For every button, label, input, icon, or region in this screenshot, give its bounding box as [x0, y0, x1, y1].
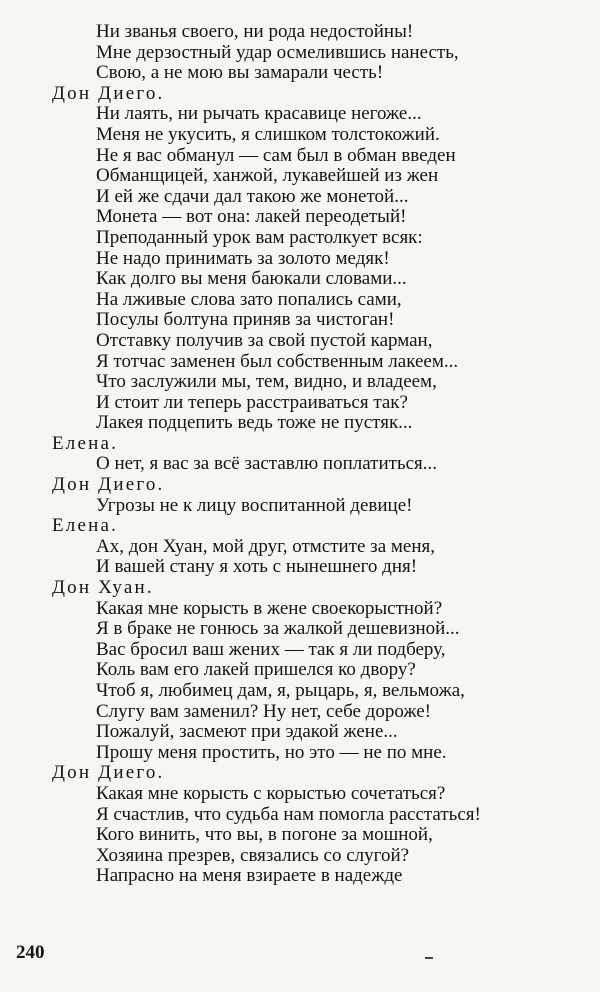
verse-line: И стоит ли теперь расстраиваться так?: [96, 391, 408, 413]
verse-line: Меня не укусить, я слишком толстокожий.: [96, 123, 440, 145]
verse-line: Угрозы не к лицу воспитанной девице!: [96, 494, 413, 516]
verse-line: И вашей стану я хоть с нынешнего дня!: [96, 556, 418, 578]
verse-line: Свою, а не мою вы замарали честь!: [96, 62, 384, 84]
verse-line: Я тотчас заменен был собственным лакеем...: [96, 350, 459, 372]
verse-line: Отставку получив за свой пустой карман,: [96, 329, 433, 351]
verse-line: Напрасно на меня взираете в надежде: [96, 865, 403, 887]
speaker-name: Дон Диего.: [52, 82, 165, 104]
verse-line: Коль вам его лакей пришелся ко двору?: [96, 659, 416, 681]
verse-line: Прошу меня простить, но это — не по мне.: [96, 741, 447, 763]
verse-line: Какая мне корысть с корыстью сочетаться?: [96, 782, 446, 804]
verse-line: Лакея подцепить ведь тоже не пустяк...: [96, 412, 413, 434]
verse-line: Не надо принимать за золото медяк!: [96, 247, 390, 269]
verse-line: Что заслужили мы, тем, видно, и владеем,: [96, 371, 437, 393]
verse-line: Ах, дон Хуан, мой друг, отмстите за меня,: [96, 535, 435, 557]
verse-line: Я в браке не гонюсь за жалкой дешевизной...: [96, 618, 460, 640]
verse-line: Кого винить, что вы, в погоне за мошной,: [96, 824, 433, 846]
verse-line: И ей же сдачи дал такою же монетой...: [96, 185, 409, 207]
verse-line: Обманщицей, ханжой, лукавейшей из жен: [96, 165, 439, 187]
verse-line: Не я вас обманул — сам был в обман введен: [96, 144, 456, 166]
speaker-name: Дон Диего.: [52, 762, 165, 784]
verse-line: Чтоб я, любимец дам, я, рыцарь, я, вельможа,: [96, 680, 465, 701]
verse-line: Слугу вам заменил? Ну нет, себе дороже!: [96, 700, 431, 722]
verse-line: Ни лаять, ни рычать красавице негоже...: [96, 103, 422, 125]
verse-line: О нет, я вас за всё заставлю поплатиться...: [96, 453, 438, 475]
verse-line: На лживые слова зато попались сами,: [96, 288, 402, 310]
verse-line: Я счастлив, что судьба нам помогла расстаться!: [96, 803, 481, 825]
verse-line: Пожалуй, засмеют при эдакой жене...: [96, 721, 398, 743]
verse-line: Монета — вот она: лакей переодетый!: [96, 206, 407, 228]
verse-line: Хозяина презрев, связались со слугой?: [96, 844, 410, 866]
speaker-name: Дон Хуан.: [52, 577, 154, 599]
speaker-name: Елена.: [52, 432, 119, 454]
verse-line: Посулы болтуна приняв за чистоган!: [96, 309, 395, 331]
verse-line: Как долго вы меня баюкали словами...: [96, 268, 407, 290]
play-text: [0, 22, 600, 887]
verse-line: Ни званья своего, ни рода недостойны!: [96, 21, 414, 42]
speaker-name: Елена.: [52, 515, 119, 537]
verse-line: Преподанный урок вам растолкует всяк:: [96, 226, 423, 248]
verse-line: Мне дерзостный удар осмелившись нанесть,: [96, 41, 459, 63]
verse-line: Вас бросил ваш жених — так я ли подберу,: [96, 638, 446, 660]
speaker-name: Дон Диего.: [52, 474, 165, 496]
verse-line: Какая мне корысть в жене своекорыстной?: [96, 597, 443, 619]
print-mark: [425, 957, 433, 959]
page-number: 240: [16, 942, 45, 963]
